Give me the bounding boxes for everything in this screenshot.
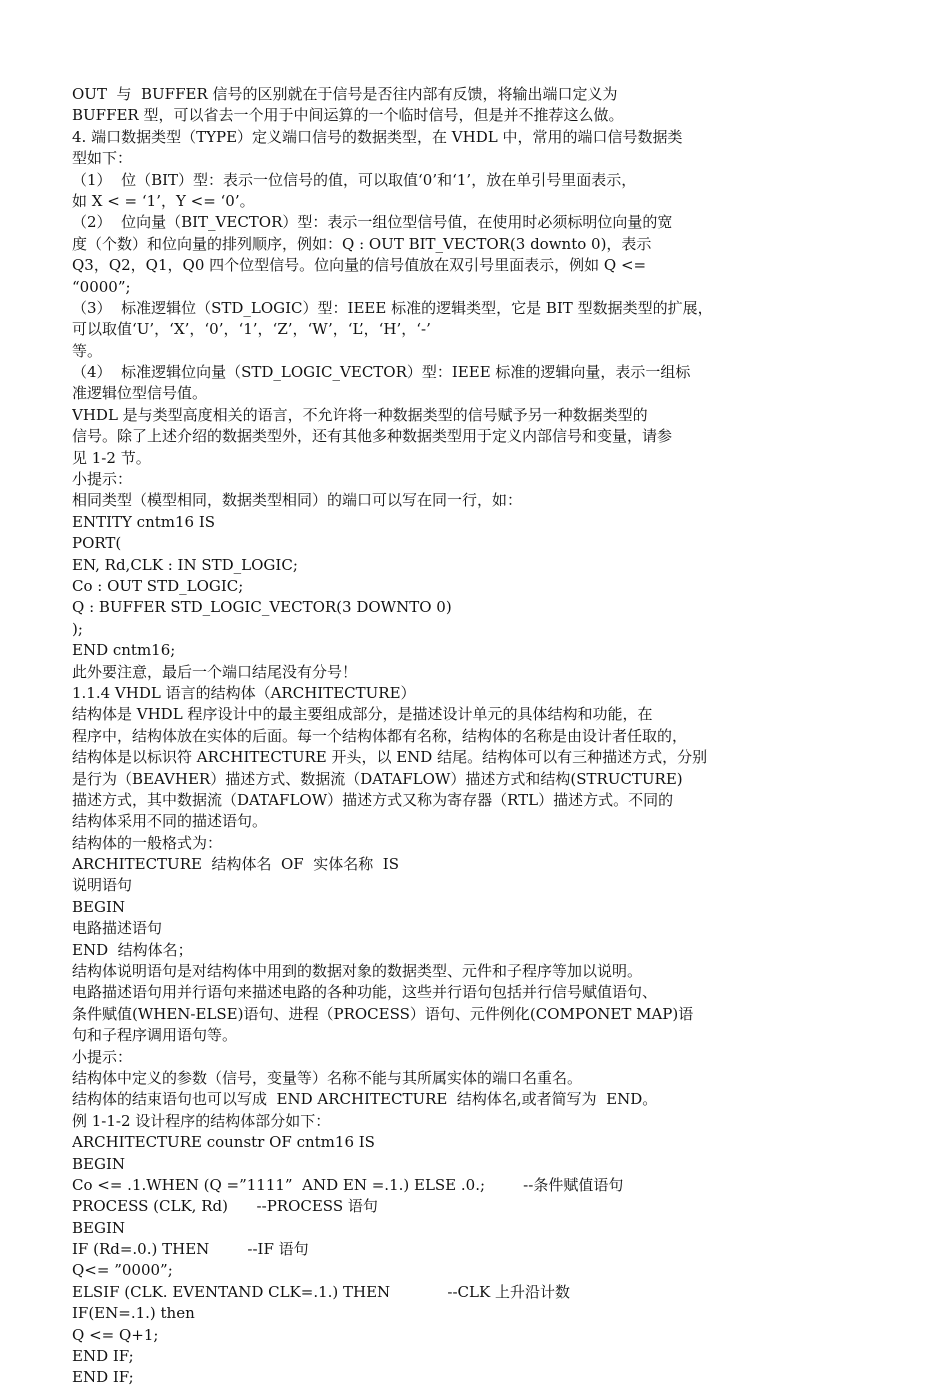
text-line: END 结构体名； (72, 940, 193, 959)
text-line: 结构体说明语句是对结构体中用到的数据对象的数据类型、元件和子程序等加以说明。 (72, 962, 643, 981)
text-line: 见 1-2 节。 (72, 448, 151, 467)
text-line: 度（个数）和位向量的排列顺序，例如：Q : OUT BIT_VECTOR(3 downto 0)，表示 (72, 234, 652, 253)
text-line: 描述方式，其中数据流（DATAFLOW）描述方式又称为寄存器（RTL）描述方式。不同的 (72, 790, 674, 809)
text-line: 4. 端口数据类型（TYPE）定义端口信号的数据类型，在 VHDL 中，常用的端口信号数据类 (72, 127, 683, 146)
text-line: IF(EN=.1.) then (72, 1304, 195, 1323)
text-line: 结构体是 VHDL 程序设计中的最主要组成部分，是描述设计单元的具体结构和功能，在 (72, 705, 653, 724)
text-line: 准逻辑位型信号值。 (72, 384, 208, 403)
text-line: ); (72, 619, 83, 638)
text-line: OUT 与 BUFFER 信号的区别就在于信号是否往内部有反馈，将输出端口定义为 (72, 85, 618, 103)
text-line: END IF; (72, 1347, 134, 1366)
text-line: 是行为（BEAVHER）描述方式、数据流（DATAFLOW）描述方式和结构(STRUCTURE) (72, 769, 683, 788)
text-line: BEGIN (72, 1154, 126, 1173)
text-line: （3） 标准逻辑位（STD_LOGIC）型：IEEE 标准的逻辑类型，它是 BIT 型数据类型的扩展， (72, 298, 713, 317)
text-line: 电路描述语句 (72, 919, 163, 938)
text-line: 等。 (72, 341, 103, 360)
text-line: 条件赋值(WHEN-ELSE)语句、进程（PROCESS）语句、元件例化(COMPONET MAP)语 (72, 1004, 694, 1023)
text-line: （4） 标准逻辑位向量（STD_LOGIC_VECTOR）型：IEEE 标准的逻辑向量，表示一组标 (72, 363, 691, 382)
text-line: VHDL 是与类型高度相关的语言，不允许将一种数据类型的信号赋予另一种数据类型的 (72, 405, 648, 424)
text-line: 可以取值‘U’，‘X’，‘0’，‘1’，‘Z’，‘W’，‘L’，‘H’，‘-’ (72, 320, 431, 339)
text-line: PROCESS (CLK, Rd) --PROCESS 语句 (72, 1197, 378, 1216)
text-line: （2） 位向量（BIT_VECTOR）型：表示一组位型信号值，在使用时必须标明位向量的宽 (72, 213, 673, 232)
text-line: Q <= Q+1; (72, 1325, 159, 1344)
text-line: 结构体中定义的参数（信号，变量等）名称不能与其所属实体的端口名重名。 (72, 1068, 583, 1087)
text-line: 小提示： (72, 470, 133, 489)
text-line: 结构体是以标识符 ARCHITECTURE 开头，以 END 结尾。结构体可以有三种描述方式，分别 (72, 748, 708, 767)
text-line: ENTITY cntm16 IS (72, 512, 216, 531)
text-line: 如 X < = ‘1’，Y <= ‘0’。 (72, 191, 255, 210)
text-line: 结构体采用不同的描述语句。 (72, 812, 268, 831)
text-line: ARCHITECTURE 结构体名 OF 实体名称 IS (72, 855, 399, 874)
text-line: END IF; (72, 1368, 134, 1387)
text-line: 句和子程序调用语句等。 (72, 1026, 238, 1045)
text-line: BEGIN (72, 1218, 126, 1237)
text-line: 1.1.4 VHDL 语言的结构体（ARCHITECTURE） (72, 683, 416, 702)
text-line: 型如下： (72, 149, 133, 168)
text-line: Q : BUFFER STD_LOGIC_VECTOR(3 DOWNTO 0) (72, 598, 452, 617)
document-body (72, 84, 932, 1389)
text-line: ARCHITECTURE counstr OF cntm16 IS (72, 1133, 375, 1152)
text-line: END cntm16; (72, 641, 176, 660)
text-line: 电路描述语句用并行语句来描述电路的各种功能，这些并行语句包括并行信号赋值语句、 (72, 983, 658, 1002)
text-line: EN, Rd,CLK : IN STD_LOGIC; (72, 555, 298, 574)
text-line: PORT( (72, 534, 122, 553)
text-line: 例 1-1-2 设计程序的结构体部分如下： (72, 1111, 331, 1130)
text-line: 说明语句 (72, 876, 133, 895)
text-line: 程序中，结构体放在实体的后面。每一个结构体都有名称，结构体的名称是由设计者任取的， (72, 726, 688, 745)
text-line: BUFFER 型，可以省去一个用于中间运算的一个临时信号，但是并不推荐这么做。 (72, 106, 624, 125)
text-line: 信号。除了上述介绍的数据类型外，还有其他多种数据类型用于定义内部信号和变量，请参 (72, 427, 673, 446)
text-line: Co <= .1.WHEN (Q =”1111” AND EN =.1.) ELSE .0.; --条件赋值语句 (72, 1175, 624, 1194)
text-line: ELSIF (CLK. EVENTAND CLK=.1.) THEN --CLK 上升沿计数 (72, 1282, 570, 1301)
text-line: 小提示： (72, 1047, 133, 1066)
text-line: 结构体的一般格式为： (72, 833, 223, 852)
text-line: 结构体的结束语句也可以写成 END ARCHITECTURE 结构体名,或者简写为 END。 (72, 1090, 658, 1109)
text-line: Q3，Q2，Q1，Q0 四个位型信号。位向量的信号值放在双引号里面表示，例如 Q <= (72, 256, 647, 275)
text-line: （1） 位（BIT）型：表示一位信号的值，可以取值‘0’和‘1’，放在单引号里面表示， (72, 170, 637, 189)
text-line: IF (Rd=.0.) THEN --IF 语句 (72, 1240, 309, 1259)
text-line: BEGIN (72, 897, 126, 916)
text-line: Co : OUT STD_LOGIC; (72, 576, 244, 595)
text-line: 相同类型（模型相同，数据类型相同）的端口可以写在同一行，如： (72, 491, 523, 510)
text-line: “0000”; (72, 277, 131, 296)
text-line: Q<= ”0000”; (72, 1261, 173, 1280)
text-line: 此外要注意，最后一个端口结尾没有分号！ (72, 662, 358, 681)
